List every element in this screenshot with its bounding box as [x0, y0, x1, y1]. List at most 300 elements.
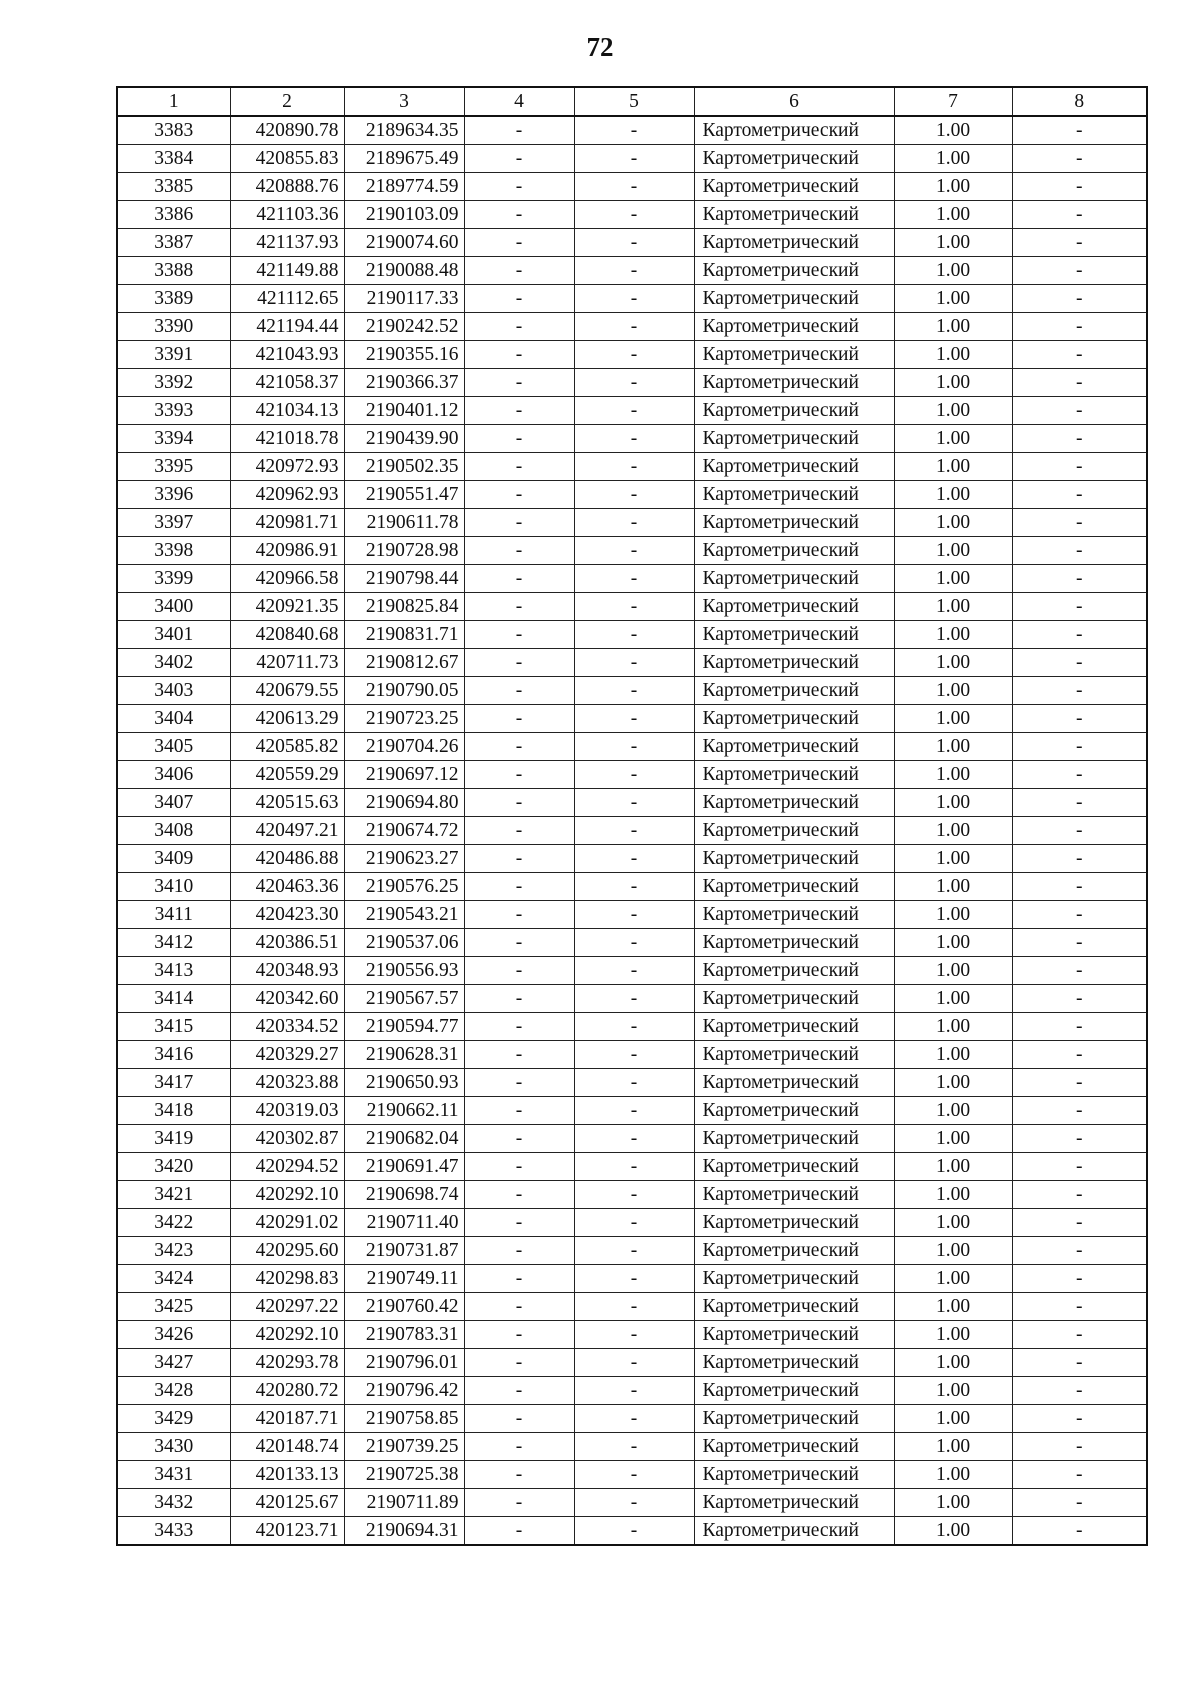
table-row [117, 1237, 1147, 1265]
column-5-value: - [574, 677, 694, 705]
method: Картометрический [694, 1181, 894, 1209]
column-8-value: - [1012, 1069, 1147, 1097]
table-row [117, 957, 1147, 985]
column-8-value: - [1012, 313, 1147, 341]
column-5-value: - [574, 1097, 694, 1125]
column-4-value: - [464, 1097, 574, 1125]
table-row [117, 481, 1147, 509]
y-coordinate: 2190074.60 [344, 229, 464, 257]
column-4-value: - [464, 901, 574, 929]
x-coordinate: 421043.93 [230, 341, 344, 369]
method: Картометрический [694, 1125, 894, 1153]
table-row [117, 341, 1147, 369]
column-8-value: - [1012, 116, 1147, 145]
x-coordinate: 420840.68 [230, 621, 344, 649]
method: Картометрический [694, 257, 894, 285]
y-coordinate: 2190731.87 [344, 1237, 464, 1265]
method: Картометрический [694, 145, 894, 173]
column-5-value: - [574, 285, 694, 313]
accuracy: 1.00 [894, 1405, 1012, 1433]
column-header: 3 [344, 87, 464, 116]
column-4-value: - [464, 397, 574, 425]
table-row [117, 1069, 1147, 1097]
y-coordinate: 2190117.33 [344, 285, 464, 313]
column-8-value: - [1012, 1433, 1147, 1461]
method: Картометрический [694, 1433, 894, 1461]
x-coordinate: 420497.21 [230, 817, 344, 845]
column-4-value: - [464, 453, 574, 481]
column-5-value: - [574, 1069, 694, 1097]
method: Картометрический [694, 1489, 894, 1517]
column-4-value: - [464, 257, 574, 285]
table-row [117, 1181, 1147, 1209]
y-coordinate: 2190711.40 [344, 1209, 464, 1237]
method: Картометрический [694, 453, 894, 481]
x-coordinate: 420972.93 [230, 453, 344, 481]
accuracy: 1.00 [894, 1237, 1012, 1265]
table-row [117, 425, 1147, 453]
y-coordinate: 2189634.35 [344, 116, 464, 145]
accuracy: 1.00 [894, 789, 1012, 817]
column-4-value: - [464, 789, 574, 817]
method: Картометрический [694, 761, 894, 789]
accuracy: 1.00 [894, 145, 1012, 173]
table-row [117, 537, 1147, 565]
column-5-value: - [574, 845, 694, 873]
x-coordinate: 420342.60 [230, 985, 344, 1013]
point-number: 3408 [117, 817, 230, 845]
accuracy: 1.00 [894, 116, 1012, 145]
point-number: 3424 [117, 1265, 230, 1293]
column-5-value: - [574, 1461, 694, 1489]
table-row [117, 173, 1147, 201]
accuracy: 1.00 [894, 985, 1012, 1013]
y-coordinate: 2190242.52 [344, 313, 464, 341]
column-5-value: - [574, 1209, 694, 1237]
point-number: 3426 [117, 1321, 230, 1349]
x-coordinate: 421103.36 [230, 201, 344, 229]
point-number: 3428 [117, 1377, 230, 1405]
y-coordinate: 2190798.44 [344, 565, 464, 593]
column-4-value: - [464, 873, 574, 901]
point-number: 3425 [117, 1293, 230, 1321]
y-coordinate: 2190543.21 [344, 901, 464, 929]
point-number: 3411 [117, 901, 230, 929]
column-5-value: - [574, 509, 694, 537]
table-row [117, 593, 1147, 621]
point-number: 3383 [117, 116, 230, 145]
accuracy: 1.00 [894, 1125, 1012, 1153]
point-number: 3400 [117, 593, 230, 621]
x-coordinate: 420888.76 [230, 173, 344, 201]
table-row [117, 313, 1147, 341]
table-row [117, 1125, 1147, 1153]
x-coordinate: 420294.52 [230, 1153, 344, 1181]
y-coordinate: 2190728.98 [344, 537, 464, 565]
column-5-value: - [574, 229, 694, 257]
table-row [117, 789, 1147, 817]
table-row [117, 1349, 1147, 1377]
column-4-value: - [464, 537, 574, 565]
column-5-value: - [574, 341, 694, 369]
column-8-value: - [1012, 1377, 1147, 1405]
table-row [117, 1517, 1147, 1546]
method: Картометрический [694, 1237, 894, 1265]
y-coordinate: 2189774.59 [344, 173, 464, 201]
x-coordinate: 421058.37 [230, 369, 344, 397]
x-coordinate: 420334.52 [230, 1013, 344, 1041]
column-header: 1 [117, 87, 230, 116]
column-8-value: - [1012, 145, 1147, 173]
column-4-value: - [464, 116, 574, 145]
page-number: 72 [586, 32, 614, 62]
accuracy: 1.00 [894, 761, 1012, 789]
column-4-value: - [464, 425, 574, 453]
column-8-value: - [1012, 845, 1147, 873]
column-4-value: - [464, 761, 574, 789]
column-8-value: - [1012, 1153, 1147, 1181]
column-8-value: - [1012, 1321, 1147, 1349]
column-4-value: - [464, 1209, 574, 1237]
column-8-value: - [1012, 1405, 1147, 1433]
accuracy: 1.00 [894, 425, 1012, 453]
method: Картометрический [694, 201, 894, 229]
y-coordinate: 2190439.90 [344, 425, 464, 453]
table-row [117, 229, 1147, 257]
table-header-row [117, 87, 1147, 116]
y-coordinate: 2190502.35 [344, 453, 464, 481]
column-5-value: - [574, 173, 694, 201]
column-8-value: - [1012, 1209, 1147, 1237]
column-4-value: - [464, 1069, 574, 1097]
table-row [117, 565, 1147, 593]
accuracy: 1.00 [894, 313, 1012, 341]
method: Картометрический [694, 1209, 894, 1237]
accuracy: 1.00 [894, 649, 1012, 677]
x-coordinate: 420890.78 [230, 116, 344, 145]
point-number: 3431 [117, 1461, 230, 1489]
y-coordinate: 2190758.85 [344, 1405, 464, 1433]
column-5-value: - [574, 481, 694, 509]
x-coordinate: 420486.88 [230, 845, 344, 873]
x-coordinate: 420711.73 [230, 649, 344, 677]
y-coordinate: 2190556.93 [344, 957, 464, 985]
column-5-value: - [574, 425, 694, 453]
table-row [117, 1377, 1147, 1405]
point-number: 3391 [117, 341, 230, 369]
table-row [117, 453, 1147, 481]
x-coordinate: 420298.83 [230, 1265, 344, 1293]
point-number: 3423 [117, 1237, 230, 1265]
y-coordinate: 2190723.25 [344, 705, 464, 733]
point-number: 3418 [117, 1097, 230, 1125]
x-coordinate: 420981.71 [230, 509, 344, 537]
accuracy: 1.00 [894, 677, 1012, 705]
accuracy: 1.00 [894, 201, 1012, 229]
point-number: 3398 [117, 537, 230, 565]
column-8-value: - [1012, 593, 1147, 621]
column-4-value: - [464, 593, 574, 621]
y-coordinate: 2190796.01 [344, 1349, 464, 1377]
x-coordinate: 420329.27 [230, 1041, 344, 1069]
column-4-value: - [464, 1349, 574, 1377]
x-coordinate: 420293.78 [230, 1349, 344, 1377]
method: Картометрический [694, 649, 894, 677]
column-8-value: - [1012, 341, 1147, 369]
method: Картометрический [694, 1265, 894, 1293]
point-number: 3422 [117, 1209, 230, 1237]
point-number: 3384 [117, 145, 230, 173]
column-4-value: - [464, 985, 574, 1013]
method: Картометрический [694, 873, 894, 901]
column-8-value: - [1012, 1181, 1147, 1209]
column-8-value: - [1012, 621, 1147, 649]
method: Картометрический [694, 901, 894, 929]
column-4-value: - [464, 705, 574, 733]
point-number: 3393 [117, 397, 230, 425]
accuracy: 1.00 [894, 845, 1012, 873]
column-4-value: - [464, 621, 574, 649]
x-coordinate: 421194.44 [230, 313, 344, 341]
method: Картометрический [694, 1517, 894, 1546]
point-number: 3404 [117, 705, 230, 733]
column-8-value: - [1012, 481, 1147, 509]
y-coordinate: 2190567.57 [344, 985, 464, 1013]
method: Картометрический [694, 1377, 894, 1405]
column-8-value: - [1012, 1265, 1147, 1293]
method: Картометрический [694, 1097, 894, 1125]
x-coordinate: 420323.88 [230, 1069, 344, 1097]
column-5-value: - [574, 817, 694, 845]
column-8-value: - [1012, 1125, 1147, 1153]
table-row [117, 1041, 1147, 1069]
table-row [117, 509, 1147, 537]
x-coordinate: 421137.93 [230, 229, 344, 257]
point-number: 3415 [117, 1013, 230, 1041]
table-row [117, 257, 1147, 285]
column-5-value: - [574, 873, 694, 901]
column-5-value: - [574, 1377, 694, 1405]
accuracy: 1.00 [894, 1097, 1012, 1125]
column-5-value: - [574, 1041, 694, 1069]
x-coordinate: 420921.35 [230, 593, 344, 621]
column-4-value: - [464, 649, 574, 677]
column-8-value: - [1012, 453, 1147, 481]
column-5-value: - [574, 397, 694, 425]
x-coordinate: 420962.93 [230, 481, 344, 509]
table-row [117, 397, 1147, 425]
column-5-value: - [574, 1125, 694, 1153]
column-4-value: - [464, 229, 574, 257]
column-5-value: - [574, 1181, 694, 1209]
method: Картометрический [694, 593, 894, 621]
point-number: 3403 [117, 677, 230, 705]
column-8-value: - [1012, 285, 1147, 313]
table-row [117, 1209, 1147, 1237]
method: Картометрический [694, 985, 894, 1013]
table-row [117, 201, 1147, 229]
accuracy: 1.00 [894, 1433, 1012, 1461]
point-number: 3421 [117, 1181, 230, 1209]
column-8-value: - [1012, 425, 1147, 453]
method: Картометрический [694, 1153, 894, 1181]
y-coordinate: 2190682.04 [344, 1125, 464, 1153]
point-number: 3389 [117, 285, 230, 313]
method: Картометрический [694, 229, 894, 257]
column-5-value: - [574, 761, 694, 789]
accuracy: 1.00 [894, 1293, 1012, 1321]
table-row [117, 1433, 1147, 1461]
y-coordinate: 2190694.80 [344, 789, 464, 817]
table-row [117, 761, 1147, 789]
x-coordinate: 420280.72 [230, 1377, 344, 1405]
y-coordinate: 2190711.89 [344, 1489, 464, 1517]
method: Картометрический [694, 537, 894, 565]
accuracy: 1.00 [894, 1041, 1012, 1069]
x-coordinate: 420585.82 [230, 733, 344, 761]
method: Картометрический [694, 1013, 894, 1041]
column-5-value: - [574, 901, 694, 929]
accuracy: 1.00 [894, 957, 1012, 985]
method: Картометрический [694, 341, 894, 369]
column-4-value: - [464, 565, 574, 593]
y-coordinate: 2190551.47 [344, 481, 464, 509]
accuracy: 1.00 [894, 1153, 1012, 1181]
column-5-value: - [574, 537, 694, 565]
x-coordinate: 421018.78 [230, 425, 344, 453]
accuracy: 1.00 [894, 1321, 1012, 1349]
column-8-value: - [1012, 957, 1147, 985]
column-8-value: - [1012, 1489, 1147, 1517]
column-4-value: - [464, 1265, 574, 1293]
y-coordinate: 2190594.77 [344, 1013, 464, 1041]
column-4-value: - [464, 369, 574, 397]
column-5-value: - [574, 116, 694, 145]
accuracy: 1.00 [894, 1069, 1012, 1097]
column-8-value: - [1012, 817, 1147, 845]
method: Картометрический [694, 397, 894, 425]
x-coordinate: 420613.29 [230, 705, 344, 733]
column-5-value: - [574, 1405, 694, 1433]
x-coordinate: 420123.71 [230, 1517, 344, 1546]
accuracy: 1.00 [894, 1181, 1012, 1209]
column-5-value: - [574, 957, 694, 985]
method: Картометрический [694, 481, 894, 509]
x-coordinate: 421034.13 [230, 397, 344, 425]
table-row [117, 1293, 1147, 1321]
method: Картометрический [694, 1321, 894, 1349]
point-number: 3396 [117, 481, 230, 509]
x-coordinate: 420423.30 [230, 901, 344, 929]
y-coordinate: 2190739.25 [344, 1433, 464, 1461]
method: Картометрический [694, 733, 894, 761]
column-4-value: - [464, 1013, 574, 1041]
point-number: 3432 [117, 1489, 230, 1517]
table-row [117, 1097, 1147, 1125]
point-number: 3416 [117, 1041, 230, 1069]
x-coordinate: 420297.22 [230, 1293, 344, 1321]
accuracy: 1.00 [894, 1489, 1012, 1517]
point-number: 3429 [117, 1405, 230, 1433]
x-coordinate: 420292.10 [230, 1181, 344, 1209]
column-5-value: - [574, 1265, 694, 1293]
table-row [117, 369, 1147, 397]
x-coordinate: 420302.87 [230, 1125, 344, 1153]
column-8-value: - [1012, 201, 1147, 229]
column-header: 5 [574, 87, 694, 116]
column-4-value: - [464, 509, 574, 537]
x-coordinate: 420319.03 [230, 1097, 344, 1125]
x-coordinate: 420292.10 [230, 1321, 344, 1349]
y-coordinate: 2190812.67 [344, 649, 464, 677]
method: Картометрический [694, 957, 894, 985]
column-4-value: - [464, 1293, 574, 1321]
column-8-value: - [1012, 1349, 1147, 1377]
column-4-value: - [464, 733, 574, 761]
method: Картометрический [694, 705, 894, 733]
accuracy: 1.00 [894, 565, 1012, 593]
y-coordinate: 2190691.47 [344, 1153, 464, 1181]
point-number: 3392 [117, 369, 230, 397]
method: Картометрический [694, 1293, 894, 1321]
method: Картометрический [694, 285, 894, 313]
x-coordinate: 421112.65 [230, 285, 344, 313]
accuracy: 1.00 [894, 733, 1012, 761]
y-coordinate: 2190366.37 [344, 369, 464, 397]
accuracy: 1.00 [894, 1377, 1012, 1405]
column-8-value: - [1012, 537, 1147, 565]
table-row [117, 116, 1147, 145]
accuracy: 1.00 [894, 593, 1012, 621]
column-header: 7 [894, 87, 1012, 116]
point-number: 3401 [117, 621, 230, 649]
y-coordinate: 2190749.11 [344, 1265, 464, 1293]
table-row [117, 649, 1147, 677]
table-row [117, 1153, 1147, 1181]
column-4-value: - [464, 677, 574, 705]
y-coordinate: 2190760.42 [344, 1293, 464, 1321]
method: Картометрический [694, 313, 894, 341]
y-coordinate: 2190825.84 [344, 593, 464, 621]
point-number: 3406 [117, 761, 230, 789]
y-coordinate: 2189675.49 [344, 145, 464, 173]
column-8-value: - [1012, 677, 1147, 705]
column-8-value: - [1012, 929, 1147, 957]
y-coordinate: 2190103.09 [344, 201, 464, 229]
x-coordinate: 420291.02 [230, 1209, 344, 1237]
point-number: 3386 [117, 201, 230, 229]
accuracy: 1.00 [894, 257, 1012, 285]
column-5-value: - [574, 621, 694, 649]
column-5-value: - [574, 593, 694, 621]
point-number: 3413 [117, 957, 230, 985]
column-4-value: - [464, 1433, 574, 1461]
table-row [117, 929, 1147, 957]
method: Картометрический [694, 789, 894, 817]
column-5-value: - [574, 565, 694, 593]
method: Картометрический [694, 1349, 894, 1377]
y-coordinate: 2190628.31 [344, 1041, 464, 1069]
column-4-value: - [464, 1153, 574, 1181]
column-4-value: - [464, 341, 574, 369]
column-8-value: - [1012, 1517, 1147, 1546]
column-4-value: - [464, 1405, 574, 1433]
accuracy: 1.00 [894, 817, 1012, 845]
table-row [117, 1013, 1147, 1041]
column-4-value: - [464, 1517, 574, 1546]
point-number: 3395 [117, 453, 230, 481]
x-coordinate: 421149.88 [230, 257, 344, 285]
